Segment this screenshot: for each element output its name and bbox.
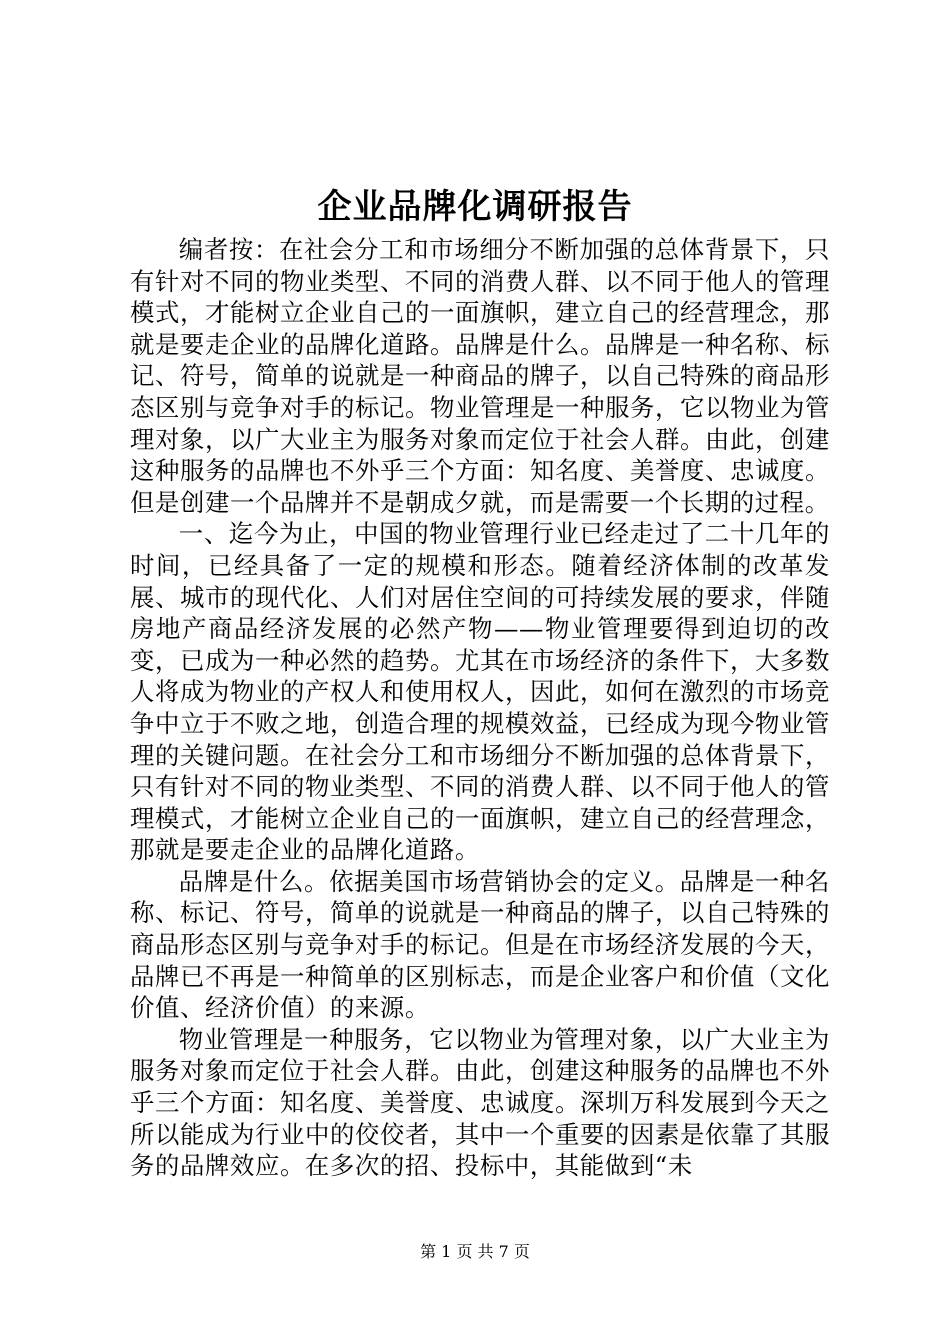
document-body — [130, 234, 830, 1182]
paragraph-section-one: 一、迄今为止，中国的物业管理行业已经走过了二十几年的时间，已经具备了一定的规模和形态。随着经济体制的改革发展、城市的现代化、人们对居住空间的可持续发展的要求，伴随房地产商品经济发展的必然产物——物业管理要得到迫切的改变，已成为一种必然的趋势。尤其在市场经济的条件下，大多数人将成为物业的产权人和使用权人，因此，如何在激烈的市场竞争中立于不败之地，创造合理的规模效益，已经成为现今物业管理的关键问题。在社会分工和市场细分不断加强的总体背景下，只有针对不同的物业类型、不同的消费人群、以不同于他人的管理模式，才能树立企业自己的一面旗帜，建立自己的经营理念，那就是要走企业的品牌化道路。 — [130, 519, 830, 865]
paragraph-property-service: 物业管理是一种服务，它以物业为管理对象，以广大业主为服务对象而定位于社会人群。由此，创建这种服务的品牌也不外乎三个方面：知名度、美誉度、忠诚度。深圳万科发展到今天之所以能成为行业中的佼佼者，其中一个重要的因素是依靠了其服务的品牌效应。在多次的招、投标中，其能做到“未 — [130, 1024, 830, 1181]
page-footer: 第 1 页 共 7 页 — [420, 1242, 530, 1261]
paragraph-editor-note: 编者按：在社会分工和市场细分不断加强的总体背景下，只有针对不同的物业类型、不同的消费人群、以不同于他人的管理模式，才能树立企业自己的一面旗帜，建立自己的经营理念，那就是要走企业的品牌化道路。品牌是什么。品牌是一种名称、标记、符号，简单的说就是一种商品的牌子，以自己特殊的商品形态区别与竞争对手的标记。物业管理是一种服务，它以物业为管理对象，以广大业主为服务对象而定位于社会人群。由此，创建这种服务的品牌也不外乎三个方面：知名度、美誉度、忠诚度。但是创建一个品牌并不是朝成夕就，而是需要一个长期的过程。 — [130, 235, 830, 517]
document-title: 企业品牌化调研报告 — [317, 187, 633, 227]
paragraph-brand-definition: 品牌是什么。依据美国市场营销协会的定义。品牌是一种名称、标记、符号，简单的说就是一种商品的牌子，以自己特殊的商品形态区别与竞争对手的标记。但是在市场经济发展的今天，品牌已不再是一种简单的区别标志，而是企业客户和价值（文化价值、经济价值）的来源。 — [130, 866, 830, 1023]
